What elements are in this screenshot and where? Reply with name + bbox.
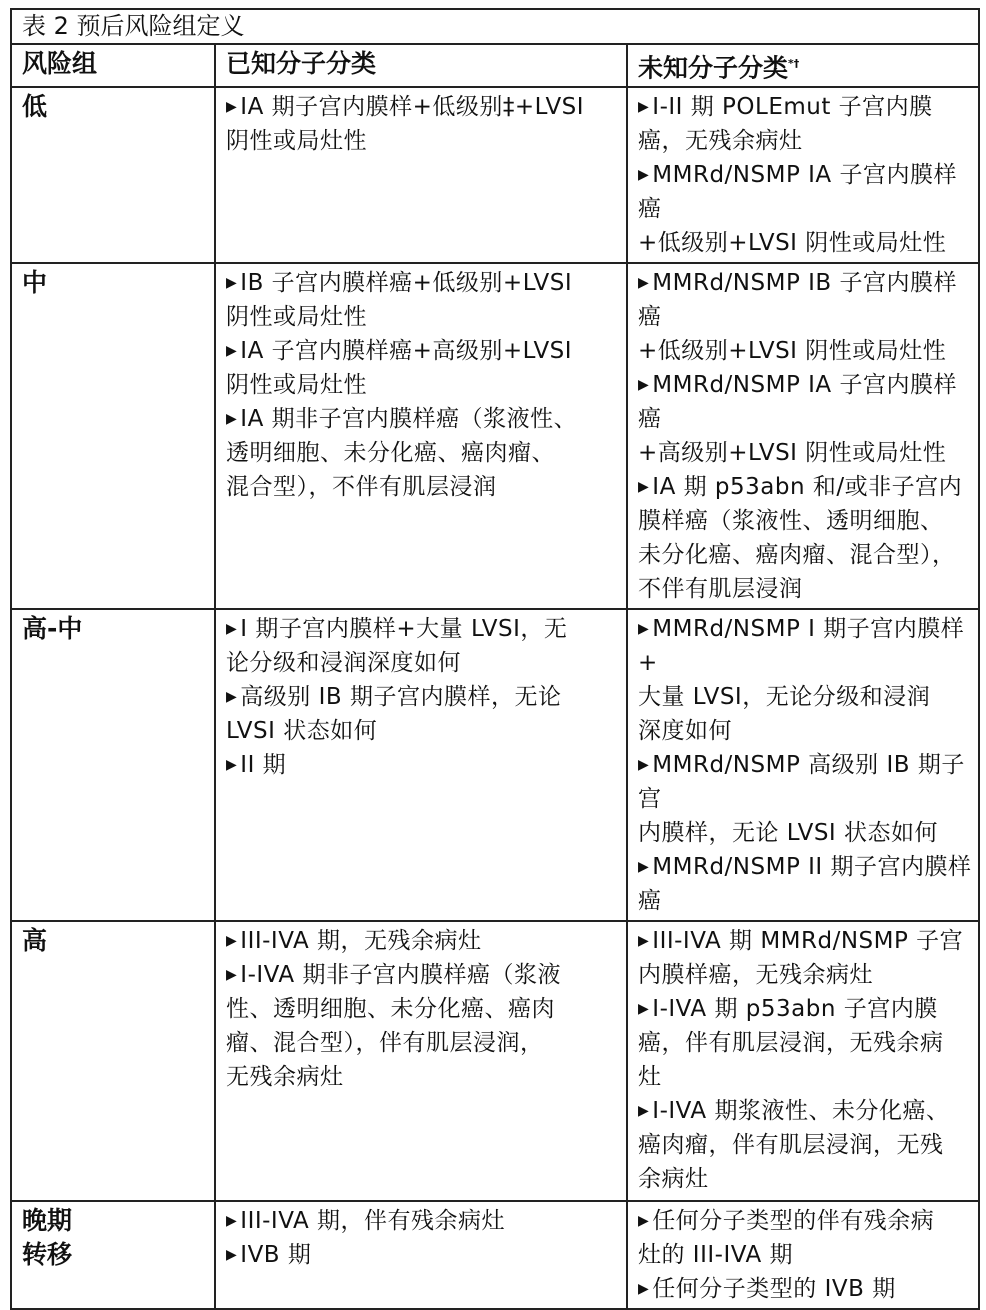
unknown-classification-cell <box>627 921 979 1201</box>
header-unknown-molecular <box>627 44 979 87</box>
known-classification-cell <box>215 921 627 1201</box>
criteria-item: ▶ MMRd/NSMP 高级别 IB 期子宫 内膜样，无论 LVSI 状态如何 <box>638 748 972 850</box>
criteria-item: ▶ III-IVA 期，无残余病灶 <box>226 924 620 958</box>
header-known-molecular: 已知分子分类 <box>215 44 627 87</box>
table-row <box>11 921 979 1201</box>
risk-group-label: 中 <box>11 263 215 609</box>
criteria-item: ▶ IVB 期 <box>226 1238 620 1272</box>
criteria-item: ▶ I-IVA 期非子宫内膜样癌（浆液 性、透明细胞、未分化癌、癌肉 瘤、混合型），伴有肌层浸润， 无残余病灶 <box>226 958 620 1094</box>
criteria-item: ▶ MMRd/NSMP IB 子宫内膜样癌 +低级别+LVSI 阴性或局灶性 <box>638 266 972 368</box>
footnote-mark: *† <box>788 57 800 70</box>
criteria-item: ▶ III-IVA 期，伴有残余病灶 <box>226 1204 620 1238</box>
criteria-item: ▶ 任何分子类型的伴有残余病 灶的 III-IVA 期 <box>638 1204 972 1272</box>
criteria-item: ▶ I-II 期 POLEmut 子宫内膜 癌，无残余病灶 <box>638 90 972 158</box>
risk-group-label: 低 <box>11 87 215 263</box>
unknown-classification-cell <box>627 609 979 921</box>
known-classification-cell <box>215 609 627 921</box>
known-classification-cell <box>215 87 627 263</box>
unknown-classification-cell <box>627 263 979 609</box>
criteria-item: ▶ III-IVA 期 MMRd/NSMP 子宫 内膜样癌，无残余病灶 <box>638 924 972 992</box>
criteria-item: ▶ I-IVA 期浆液性、未分化癌、 癌肉瘤，伴有肌层浸润，无残 余病灶 <box>638 1094 972 1196</box>
unknown-classification-cell <box>627 1201 979 1309</box>
criteria-item: ▶ IB 子宫内膜样癌+低级别+LVSI 阴性或局灶性 <box>226 266 620 334</box>
criteria-item: ▶ I-IVA 期 p53abn 子宫内膜 癌，伴有肌层浸润，无残余病 灶 <box>638 992 972 1094</box>
risk-group-label: 高 <box>11 921 215 1201</box>
criteria-item: ▶ MMRd/NSMP IA 子宫内膜样癌 +高级别+LVSI 阴性或局灶性 <box>638 368 972 470</box>
table-title: 表 2 预后风险组定义 <box>11 9 979 44</box>
unknown-classification-cell <box>627 87 979 263</box>
risk-group-label: 高-中 <box>11 609 215 921</box>
table-row <box>11 263 979 609</box>
table-row <box>11 1201 979 1309</box>
header-risk-group: 风险组 <box>11 44 215 87</box>
risk-group-table <box>10 8 980 1310</box>
criteria-item: ▶ IA 期 p53abn 和/或非子宫内 膜样癌（浆液性、透明细胞、 未分化癌、癌肉瘤、混合型）， 不伴有肌层浸润 <box>638 470 972 606</box>
criteria-item: ▶ I 期子宫内膜样+大量 LVSI，无 论分级和浸润深度如何 <box>226 612 620 680</box>
criteria-item: ▶ IA 期子宫内膜样+低级别‡+LVSI 阴性或局灶性 <box>226 90 620 158</box>
criteria-item: ▶ MMRd/NSMP IA 子宫内膜样癌 +低级别+LVSI 阴性或局灶性 <box>638 158 972 260</box>
table-row <box>11 609 979 921</box>
criteria-item: ▶ 任何分子类型的 IVB 期 <box>638 1272 972 1306</box>
known-classification-cell <box>215 263 627 609</box>
risk-group-label: 晚期 转移 <box>11 1201 215 1309</box>
criteria-item: ▶ II 期 <box>226 748 620 782</box>
criteria-item: ▶ IA 期非子宫内膜样癌（浆液性、 透明细胞、未分化癌、癌肉瘤、 混合型），不伴有肌层浸润 <box>226 402 620 504</box>
known-classification-cell <box>215 1201 627 1309</box>
table-row <box>11 87 979 263</box>
criteria-item: ▶ 高级别 IB 期子宫内膜样，无论 LVSI 状态如何 <box>226 680 620 748</box>
criteria-item: ▶ MMRd/NSMP I 期子宫内膜样+ 大量 LVSI，无论分级和浸润 深度如何 <box>638 612 972 748</box>
header-unknown-label: 未知分子分类 <box>638 53 789 83</box>
criteria-item: ▶ IA 子宫内膜样癌+高级别+LVSI 阴性或局灶性 <box>226 334 620 402</box>
criteria-item: ▶ MMRd/NSMP II 期子宫内膜样 癌 <box>638 850 972 918</box>
